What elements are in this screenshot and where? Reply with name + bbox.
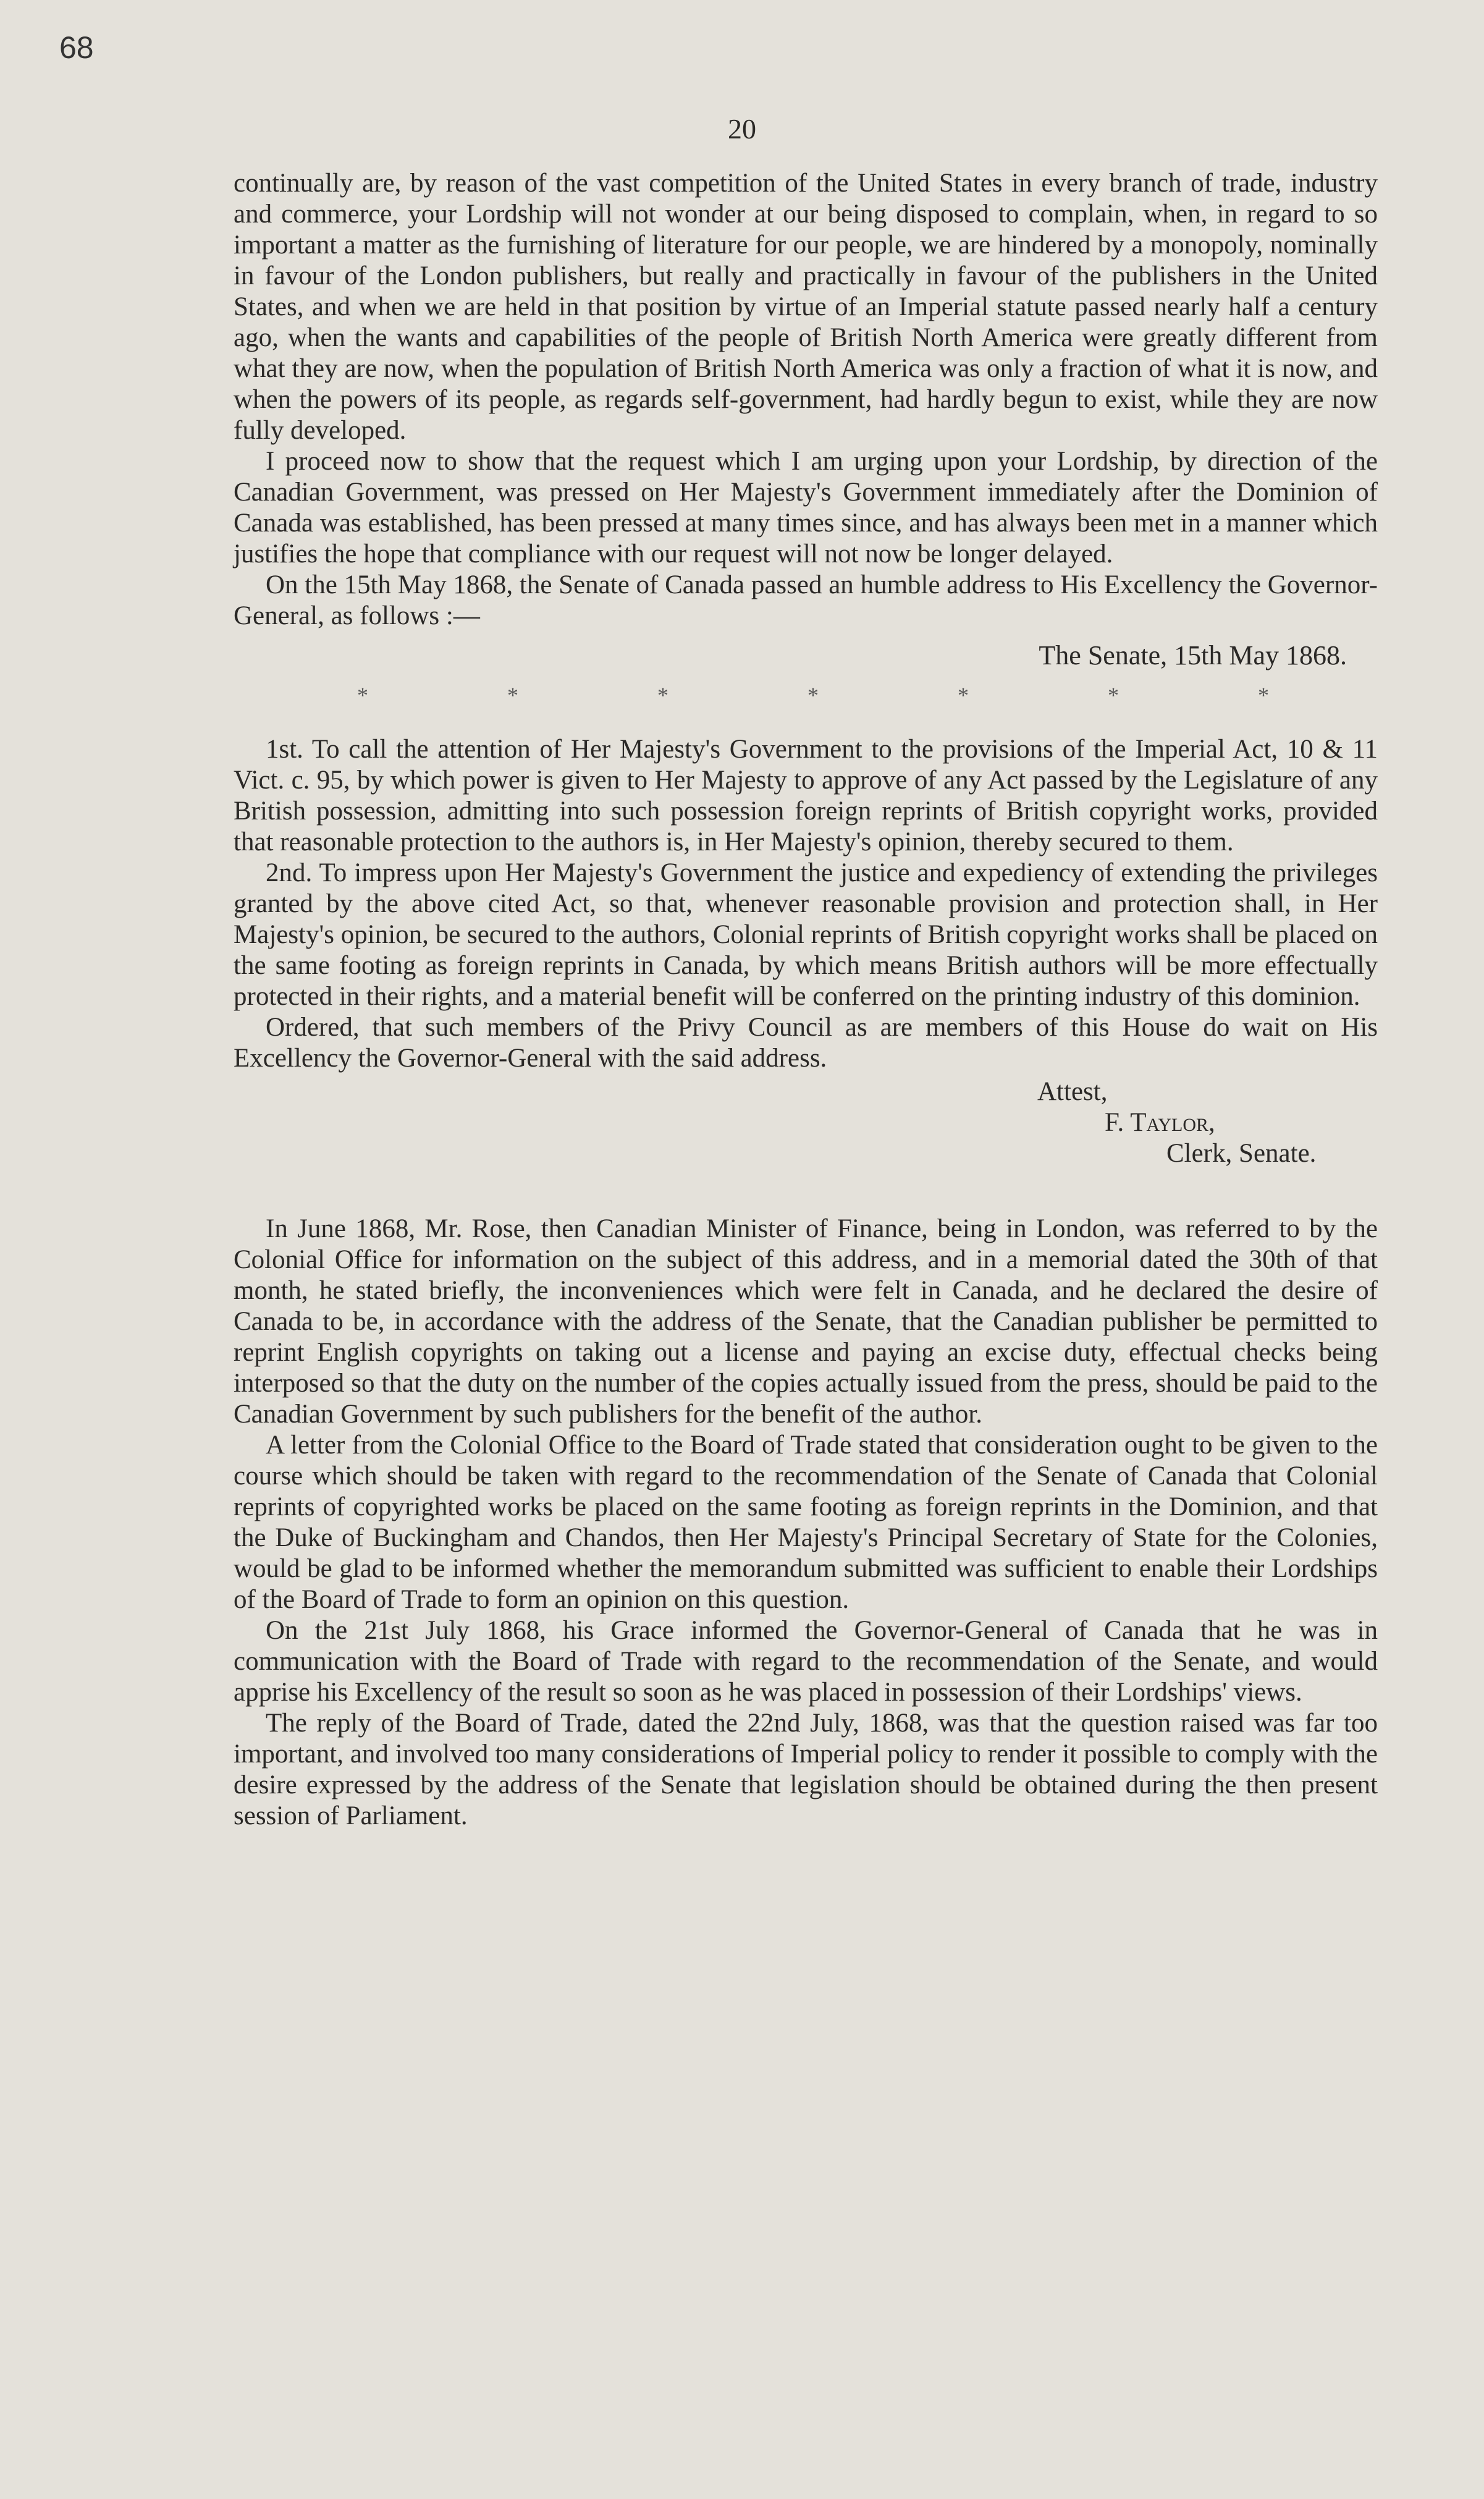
asterisk: *: [657, 683, 668, 708]
resolution-order: Ordered, that such members of the Privy Council as are members of this House do wait on His Excellency the Governor-General with the said address.: [234, 1013, 1378, 1073]
asterisk-separator: [234, 680, 1378, 711]
asterisk: *: [1258, 683, 1269, 708]
paragraph-continuation: continually are, by reason of the vast competition of the United States in every branch of trade, industry and commerce, your Lordship will not wonder at our being disposed to complain, when, in regard to so important a matter as the furnishing of literature for our people, we are hindered by a monopoly, nominally in favour of the London publishers, but really and practically in favour of the publishers in the United States, and when we are held in that position by virtue of an Imperial statute passed nearly half a century ago, when the wants and capabilities of the people of British North America were greatly different from what they are now, when the population of British North America was only a fraction of what it is now, and when the powers of its people, as regards self-government, had hardly begun to exist, while they are now fully developed.: [234, 169, 1378, 445]
resolution-first: 1st. To call the attention of Her Majesty's Government to the provisions of the Imperial Act, 10 & 11 Vict. c. 95, by which power is given to Her Majesty to approve of any Act passed by the Legislature of any British possession, admitting into such possession foreign reprints of British copyright works, provided that reasonable protection to the authors is, in Her Majesty's opinion, thereby secured to them.: [234, 735, 1378, 856]
asterisk: *: [357, 683, 368, 708]
document-body: [234, 168, 1378, 1832]
paragraph-board-of-trade-reply: The reply of the Board of Trade, dated the 22nd July, 1868, was that the question raised was far too important, and involved too many considerations of Imperial policy to render it possible to comply with the desire expressed by the address of the Senate that legislation should be obtained during the then present session of Parliament.: [234, 1709, 1378, 1830]
asterisk: *: [807, 683, 819, 708]
inner-page-number: 20: [728, 113, 756, 145]
section-gap: [234, 1169, 1378, 1214]
asterisk: *: [958, 683, 969, 708]
paragraph-rose-memorial: In June 1868, Mr. Rose, then Canadian Minister of Finance, being in London, was referred to by the Colonial Office for information on the subject of this address, and in a memorial dated the 30th of that month, he stated briefly, the inconveniences which were felt in Canada, and he declared the desire of Canada to be, in accordance with the address of the Senate, that the Canadian publisher be permitted to reprint English copyrights on taking out a license and paying an excise duty, effectual checks being interposed so that the duty on the number of the copies actually issued from the press, should be paid to the Canadian Government by such publishers for the benefit of the author.: [234, 1214, 1378, 1429]
paragraph-senate-address-intro: On the 15th May 1868, the Senate of Canada passed an humble address to His Excellency the Governor-General, as follows :—: [234, 570, 1378, 630]
outer-page-number: 68: [59, 30, 94, 65]
signature-title: Clerk, Senate.: [1166, 1139, 1317, 1168]
senate-dateline: The Senate, 15th May 1868.: [1039, 640, 1347, 670]
resolution-second: 2nd. To impress upon Her Majesty's Government the justice and expediency of extending the privileges granted by the above cited Act, so that, whenever reasonable provision and protection shall, in Her Majesty's opinion, be secured to the authors, Colonial reprints of British copyright works shall be placed on the same footing as foreign reprints in Canada, by which means British authors will be more effectually protected in their rights, and a material benefit will be conferred on the printing industry of this dominion.: [234, 858, 1378, 1011]
asterisk: *: [507, 683, 518, 708]
paragraph-request: I proceed now to show that the request which I am urging upon your Lordship, by direction of the Canadian Government, was pressed on Her Majesty's Government immediately after the Dominion of Canada was established, has been pressed at many times since, and has always been met in a manner which justifies the hope that compliance with our request will not now be longer delayed.: [234, 447, 1378, 569]
paragraph-colonial-office-letter: A letter from the Colonial Office to the Board of Trade stated that consideration ought to be given to the course which should be taken with regard to the recommendation of the Senate of Canada that Colonial reprints of copyrighted works be placed on the same footing as foreign reprints in the Dominion, and that the Duke of Buckingham and Chandos, then Her Majesty's Principal Secretary of State for the Colonies, would be glad to be informed whether the memorandum submitted was sufficient to enable their Lordships of the Board of Trade to form an opinion on this question.: [234, 1431, 1378, 1614]
signature-name: F. Taylor,: [1105, 1108, 1215, 1137]
signature-attest: Attest,: [1037, 1077, 1108, 1106]
paragraph-grace-informed: On the 21st July 1868, his Grace informed the Governor-General of Canada that he was in communication with the Board of Trade with regard to the recommendation of the Senate, and would apprise his Excellency of the result so soon as he was placed in possession of their Lordships' views.: [234, 1616, 1378, 1707]
asterisk: *: [1108, 683, 1119, 708]
